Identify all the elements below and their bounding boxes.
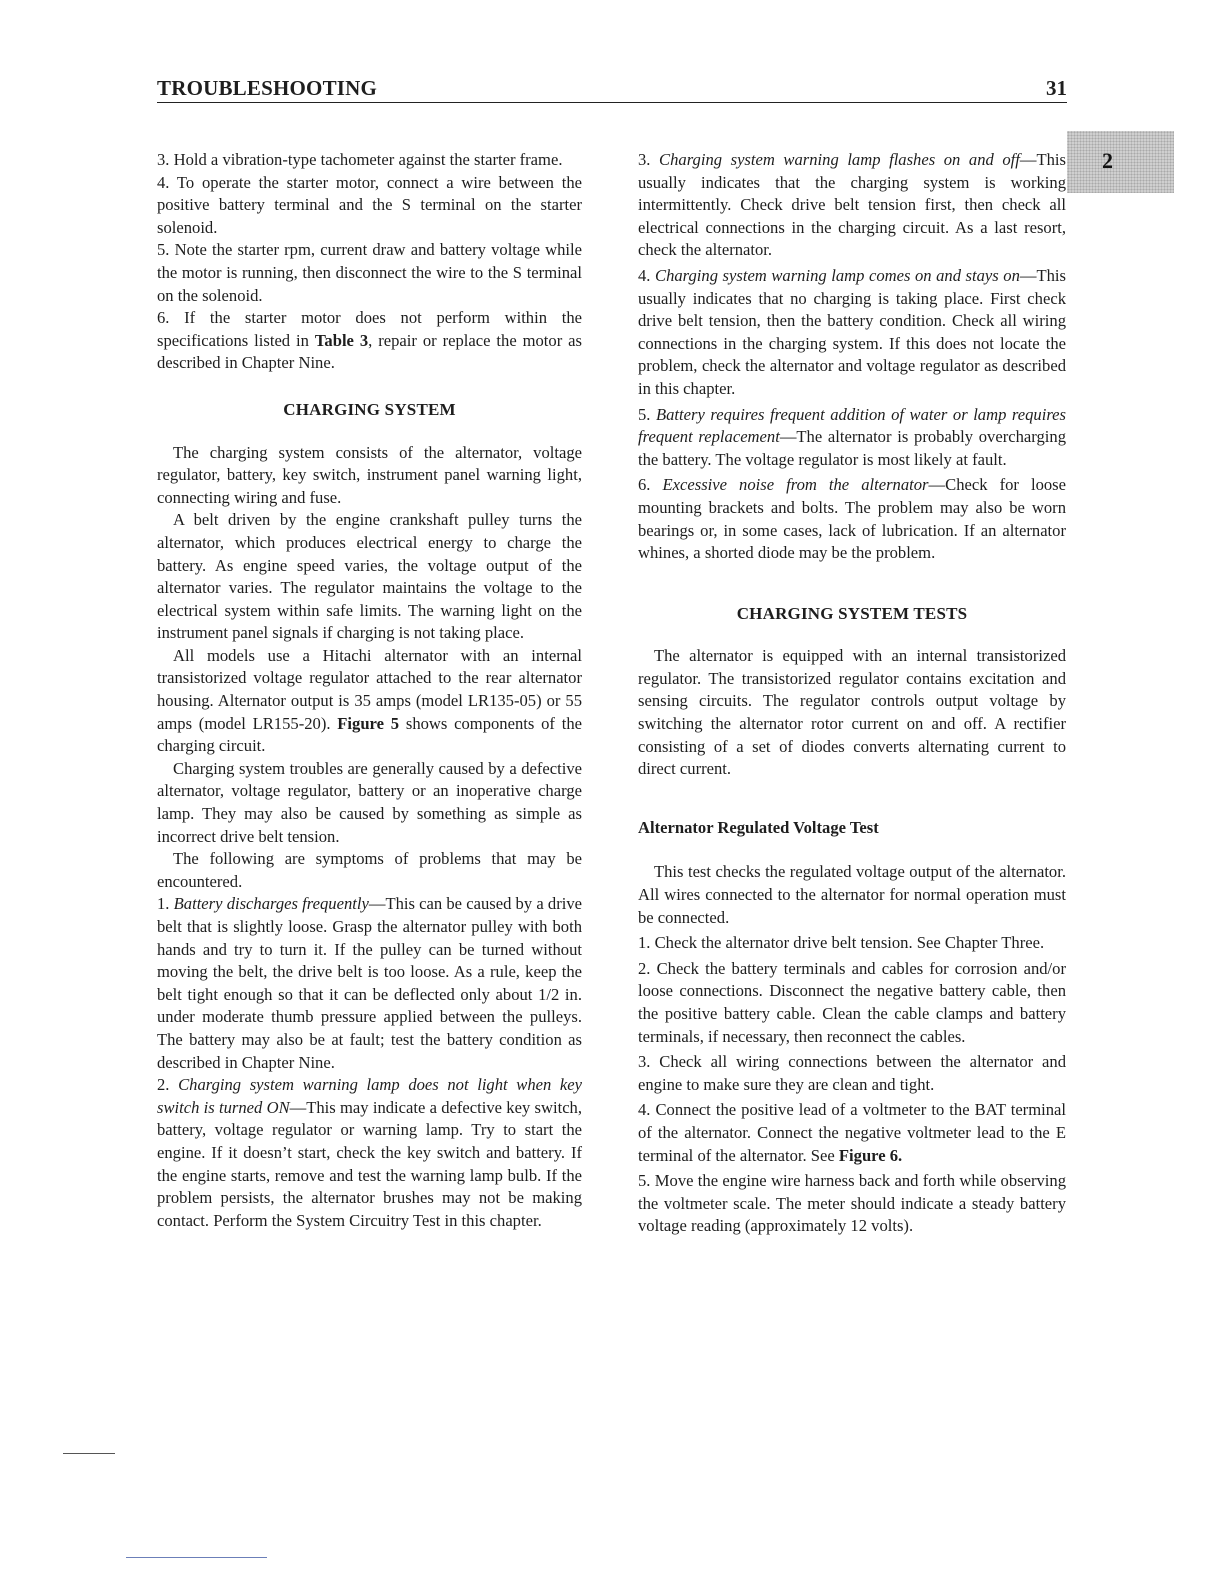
step-6-text-a: 6. If the starter motor does not perform within the specifications listed in bbox=[157, 308, 582, 350]
troubles-paragraph: Charging system troubles are generally caused by a defective alternator, voltage regulator, battery or an inoperative charge lamp. They may also be caused by something as simple as incorrect drive belt tension. bbox=[157, 758, 582, 846]
symptom-6 bbox=[638, 474, 1066, 564]
symptom-3-number: 3. bbox=[638, 150, 660, 169]
symptom-5-text: —The alternator is probably overcharging the battery. The voltage regulator is most likely at fault. bbox=[638, 427, 1066, 469]
tests-intro-paragraph: The alternator is equipped with an internal transistorized regulator. The transistorized regulator contains excitation and sensing circuits. The regulator controls output voltage by switching the alternator rotor current on and off. A rectifier consisting of a set of diodes converts alternating current to direct current. bbox=[638, 646, 1066, 779]
symptom-2 bbox=[157, 1074, 582, 1232]
symptom-1-title: Battery discharges frequently bbox=[173, 894, 369, 914]
test-step-3: 3. Check all wiring connections between the alternator and engine to make sure they are clean and tight. bbox=[638, 1052, 1066, 1094]
symptom-4-text: —This usually indicates that no charging is taking place. First check drive belt tension, then the battery condition. Check all wiring connections in the charging system. If this does not locate the problem, check the alternator and voltage regulator as described in this chapter. bbox=[638, 265, 1066, 398]
left-column bbox=[157, 149, 582, 1232]
charging-system-heading: CHARGING SYSTEM bbox=[283, 399, 456, 419]
hitachi-text-a: All models use a Hitachi alternator with an internal transistorized voltage regulator attached to the rear alternator housing. Alternator output is 35 amps (model LR135-05) or 55 amps (model LR155-20). bbox=[157, 645, 582, 733]
step-3-tachometer: 3. Hold a vibration-type tachometer against the starter frame. bbox=[157, 150, 563, 169]
test-step-5: 5. Move the engine wire harness back and forth while observing the voltmeter scale. The meter should indicate a steady battery voltage reading (approximately 12 volts). bbox=[638, 1171, 1066, 1236]
figure-5-reference: Figure 5 bbox=[337, 713, 400, 733]
symptom-4-title: Charging system warning lamp comes on and stays on bbox=[655, 265, 1020, 285]
symptom-4 bbox=[638, 265, 1066, 401]
chapter-number: 2 bbox=[1102, 148, 1113, 173]
test-step-2: 2. Check the battery terminals and cables for corrosion and/or loose connections. Disconnect the negative battery cable, then the positive battery cable. Clean the cable clamps and battery terminals, if necessary, then reconnect the cables. bbox=[638, 958, 1066, 1046]
test-step-4-text: 4. Connect the positive lead of a voltmeter to the BAT terminal of the alternator. Connect the negative voltmeter lead to the E terminal of the alternator. See bbox=[638, 1100, 1066, 1165]
step-6-specifications bbox=[157, 307, 582, 375]
symptom-6-number: 6. bbox=[638, 475, 663, 495]
step-4-operate-starter: 4. To operate the starter motor, connect a wire between the positive battery terminal and the S terminal on the starter solenoid. bbox=[157, 172, 582, 237]
hitachi-text-b: shows components of the charging circuit. bbox=[157, 713, 582, 756]
symptom-1-number: 1. bbox=[157, 894, 174, 914]
symptom-2-text: —This may indicate a defective key switch, battery, voltage regulator or warning lamp. Try to start the engine. If it doesn’t start, check the key switch and battery. If the engine starts, remove and test the warning lamp bulb. If the problem persists, the alternator brushes may not be making contact. Perform the System Circuitry Test in this chapter. bbox=[157, 1097, 582, 1230]
page-number: 31 bbox=[1046, 76, 1067, 100]
symptom-3-title: Charging system warning lamp flashes on and off bbox=[659, 150, 1020, 169]
symptom-5-title: Battery requires frequent addition of water or lamp requires frequent replacement bbox=[638, 404, 1067, 447]
symptom-1-text: —This can be caused by a drive belt that is slightly loose. Grasp the alternator pulley with both hands and try to turn it. If the pulley can be turned without moving the belt, the drive belt is too loose. As a rule, keep the belt tight enough so that it can be deflected only about 1/2 in. under moderate thumb pressure applied between the pulleys. The battery may also be at fault; test the battery condition as described in Chapter Nine. bbox=[157, 894, 583, 1072]
figure-6-reference: Figure 6. bbox=[838, 1145, 903, 1165]
hitachi-alternator-paragraph bbox=[157, 645, 582, 758]
symptom-2-title: Charging system warning lamp does not light when key switch is turned ON bbox=[157, 1075, 583, 1117]
footer-rule bbox=[126, 1557, 267, 1558]
regulated-test-intro: This test checks the regulated voltage output of the alternator. All wires connected to the alternator for normal operation must be connected. bbox=[638, 862, 1066, 927]
test-step-1: 1. Check the alternator drive belt tension. See Chapter Three. bbox=[638, 933, 1045, 953]
regulated-voltage-subheading: Alternator Regulated Voltage Test bbox=[638, 817, 879, 837]
symptom-6-title: Excessive noise from the alternator bbox=[662, 475, 929, 495]
test-step-4 bbox=[638, 1099, 1066, 1167]
scan-artifact-line bbox=[63, 1453, 115, 1454]
chapter-thumb-tab bbox=[1067, 131, 1174, 193]
table-3-reference: Table 3 bbox=[314, 330, 369, 350]
step-6-text-b: , repair or replace the motor as described in Chapter Nine. bbox=[157, 330, 582, 373]
symptom-3 bbox=[638, 149, 1066, 262]
symptom-5 bbox=[638, 404, 1066, 472]
symptom-3-text: —This usually indicates that the charging system is working intermittently. Check drive belt tension first, then check all electrical connections in the charging circuit. As a last resort, check the alternator. bbox=[638, 150, 1067, 260]
symptom-4-number: 4. bbox=[638, 265, 655, 285]
symptom-5-number: 5. bbox=[638, 404, 656, 424]
charging-tests-heading: CHARGING SYSTEM TESTS bbox=[736, 603, 968, 623]
symptom-1 bbox=[157, 893, 582, 1074]
charging-intro-paragraph: The charging system consists of the alternator, voltage regulator, battery, key switch, instrument panel warning light, connecting wiring and fuse. bbox=[157, 442, 582, 507]
belt-drive-paragraph: A belt driven by the engine crankshaft pulley turns the alternator, which produces electrical energy to charge the battery. As engine speed varies, the voltage output of the alternator varies. The regulator maintains the voltage to the electrical system within safe limits. The warning light on the instrument panel signals if charging is not taking place. bbox=[157, 510, 582, 643]
step-5-note-rpm: 5. Note the starter rpm, current draw and battery voltage while the motor is running, then disconnect the wire to the S terminal on the solenoid. bbox=[157, 240, 582, 305]
section-title: TROUBLESHOOTING bbox=[157, 76, 378, 100]
symptoms-intro: The following are symptoms of problems that may be encountered. bbox=[157, 849, 582, 891]
symptom-2-number: 2. bbox=[157, 1075, 179, 1095]
symptom-6-text: —Check for loose mounting brackets and bolts. The problem may also be worn bearings or, in some cases, lack of lubrication. If an alternator whines, a shorted diode may be the problem. bbox=[638, 475, 1066, 563]
running-header bbox=[157, 76, 1067, 103]
right-column bbox=[638, 149, 1066, 1238]
